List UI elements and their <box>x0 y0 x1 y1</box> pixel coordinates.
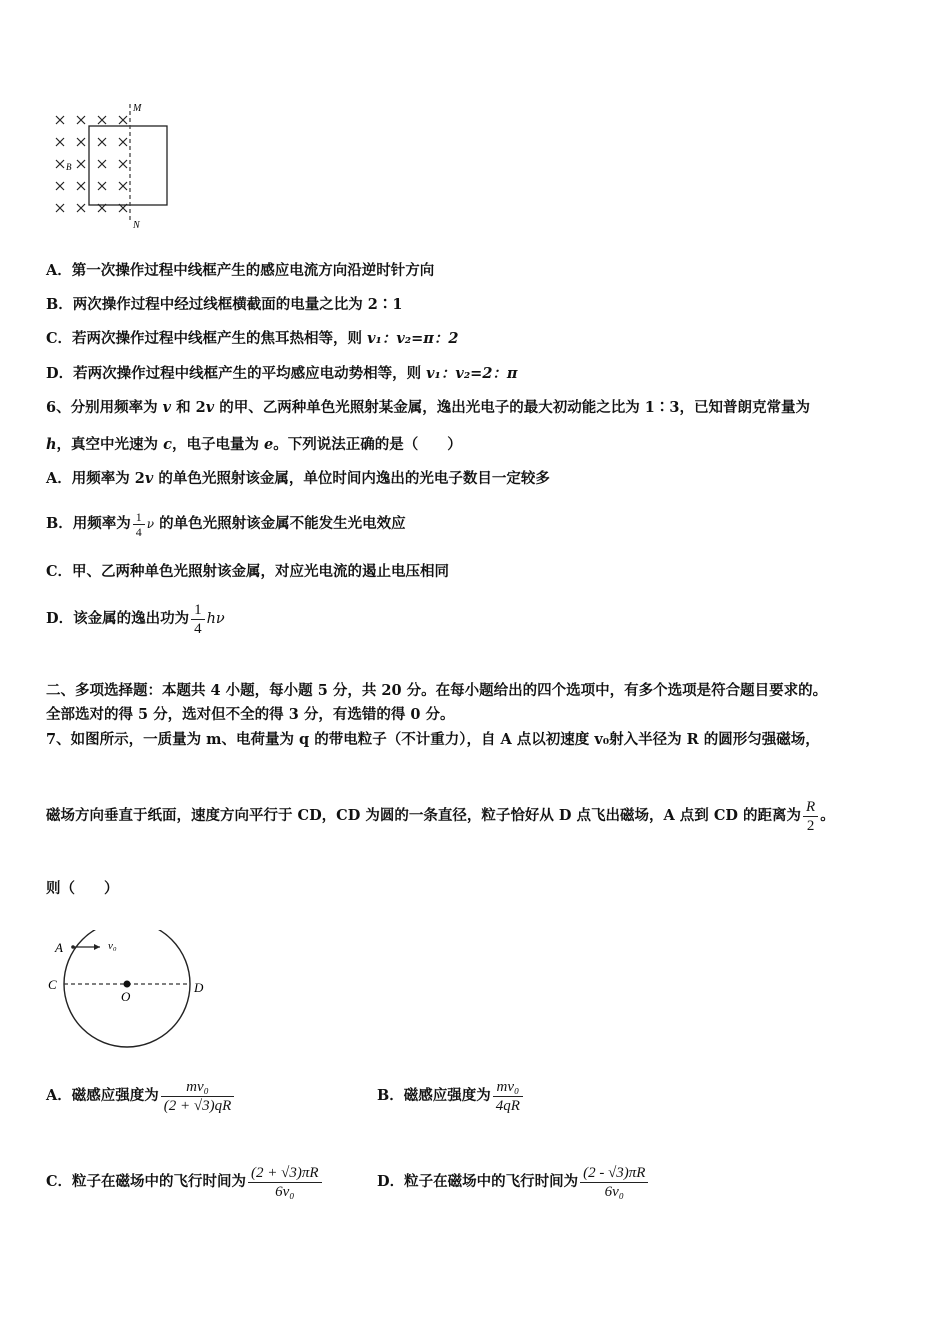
q7-option-a-text: A．磁感应强度为 <box>46 1087 159 1104</box>
q6-stem-line2 <box>46 435 462 455</box>
q6-option-b-fraction <box>133 510 145 539</box>
fraction-den: 2 <box>806 817 815 834</box>
q7-option-a[interactable] <box>46 1074 236 1118</box>
fraction-num: R <box>803 798 818 817</box>
q7-stem-line2 <box>46 792 835 840</box>
fraction-num: mv₀ <box>161 1078 235 1097</box>
q6-option-d[interactable] <box>46 598 225 640</box>
q7-stem-line3: 则（ ） <box>46 880 119 897</box>
q6-stem-line1 <box>46 398 810 418</box>
q6-option-a-var: v <box>144 470 154 487</box>
q7-option-c[interactable] <box>46 1160 324 1204</box>
q7-option-d[interactable] <box>377 1160 650 1204</box>
label-N: N <box>133 220 140 231</box>
section2-heading: 二、多项选择题：本题共 4 小题，每小题 5 分，共 20 分。在每小题给出的四个选项中，有多个选项是符合题目要求的。 <box>46 682 828 699</box>
q6-option-c[interactable]: C．甲、乙两种单色光照射该金属，对应光电流的遏止电压相同 <box>46 563 450 580</box>
fraction-den: (2 + √3)qR <box>163 1097 232 1114</box>
q5-option-a[interactable]: A．第一次操作过程中线框产生的感应电流方向沿逆时针方向 <box>46 262 435 279</box>
q5-option-c-ratio: v₁：v₂=π：2 <box>367 330 459 347</box>
fraction-den: 6v₀ <box>604 1183 624 1200</box>
fraction-den: 4 <box>194 620 202 637</box>
fraction-num: 1 <box>191 601 205 620</box>
q5-option-d-text: D．若两次操作过程中线框产生的平均感应电动势相等，则 <box>46 365 427 382</box>
q6-option-d-text: D．该金属的逸出功为 <box>46 610 190 627</box>
q6-option-a-text-a: A．用频率为 2 <box>46 470 145 487</box>
label-B: B <box>66 162 72 172</box>
fraction-num: 1 <box>133 510 145 525</box>
label-D: D <box>194 980 204 995</box>
q6-var-e: e <box>264 436 274 453</box>
q7-option-a-fraction <box>161 1078 235 1115</box>
q6-stem-text-a: 6、分别用频率为 <box>46 399 163 416</box>
q5-option-d[interactable] <box>46 364 518 384</box>
fraction-num: mv₀ <box>493 1078 523 1097</box>
q7-option-b-text: B．磁感应强度为 <box>377 1087 491 1104</box>
q6-stem2-text-d: 。下列说法正确的是（ ） <box>273 436 462 453</box>
q6-stem-text-c: 的甲、乙两种单色光照射某金属，逸出光电子的最大初动能之比为 1∶3，已知普朗克常量为 <box>214 399 810 416</box>
fraction-num: (2 - √3)πR <box>580 1164 648 1183</box>
q7-distance-fraction <box>803 798 818 835</box>
cross-row-4 <box>56 182 127 190</box>
fraction-den: 6v₀ <box>275 1183 295 1200</box>
q6-option-b[interactable] <box>46 506 406 542</box>
q7-figure <box>44 930 214 1054</box>
q5-option-b[interactable]: B．两次操作过程中经过线框横截面的电量之比为 2∶1 <box>46 296 403 313</box>
q6-option-b-nu: ν <box>146 517 155 531</box>
q6-stem2-text-a: ，真空中光速为 <box>56 436 164 453</box>
q7-option-c-fraction <box>248 1164 322 1201</box>
center-O-dot <box>124 981 131 988</box>
q7-option-b-fraction <box>493 1078 523 1115</box>
label-C: C <box>48 977 57 992</box>
q6-option-a-text-b: 的单色光照射该金属，单位时间内逸出的光电子数目一定较多 <box>153 470 550 487</box>
fraction-den: 4 <box>135 524 142 539</box>
q7-stem-line1: 7、如图所示，一质量为 m、电荷量为 q 的带电粒子（不计重力），自 A 点以初速度 v₀射入半径为 R 的圆形匀强磁场， <box>46 731 820 748</box>
point-A-dot <box>71 945 75 949</box>
q7-option-b[interactable] <box>377 1074 525 1118</box>
fraction-den: 4qR <box>495 1097 520 1114</box>
q6-var-v: v <box>162 399 172 416</box>
q7-option-c-text: C．粒子在磁场中的飞行时间为 <box>46 1173 247 1190</box>
q7-stem-line2-text: 磁场方向垂直于纸面，速度方向平行于 CD，CD 为圆的一条直径，粒子恰好从 D 点飞出磁场，A 点到 CD 的距离为 <box>46 807 802 824</box>
label-v0: v₀ <box>108 940 117 952</box>
q6-var-h: h <box>46 436 57 453</box>
label-A: A <box>55 940 63 955</box>
q6-var-c: c <box>163 436 172 453</box>
q6-stem-text-b: 和 2 <box>171 399 206 416</box>
q5-figure <box>48 98 188 234</box>
q6-option-b-text-a: B．用频率为 <box>46 515 131 532</box>
q6-option-a[interactable] <box>46 469 550 489</box>
q7-option-d-fraction <box>580 1164 648 1201</box>
section2-heading-cont: 全部选对的得 5 分，选对但不全的得 3 分，有选错的得 0 分。 <box>46 706 455 723</box>
label-M: M <box>133 103 142 114</box>
q6-option-b-text-b: 的单色光照射该金属不能发生光电效应 <box>154 515 406 532</box>
cross-row-2 <box>56 138 127 146</box>
q7-stem-line2-end: 。 <box>820 807 835 824</box>
q6-option-d-hv: hν <box>206 611 225 627</box>
q5-option-c[interactable] <box>46 329 459 349</box>
q7-option-d-text: D．粒子在磁场中的飞行时间为 <box>377 1173 579 1190</box>
fraction-num: (2 + √3)πR <box>248 1164 322 1183</box>
q6-option-d-fraction <box>191 601 205 638</box>
q6-stem2-text-b: ，电子电量为 <box>171 436 265 453</box>
cross-row-1 <box>56 116 127 124</box>
q5-option-d-ratio: v₁：v₂=2：π <box>426 365 518 382</box>
velocity-arrowhead <box>94 944 100 950</box>
q6-var-v2: v <box>205 399 215 416</box>
label-O: O <box>121 989 131 1004</box>
q5-option-c-text: C．若两次操作过程中线框产生的焦耳热相等，则 <box>46 330 368 347</box>
